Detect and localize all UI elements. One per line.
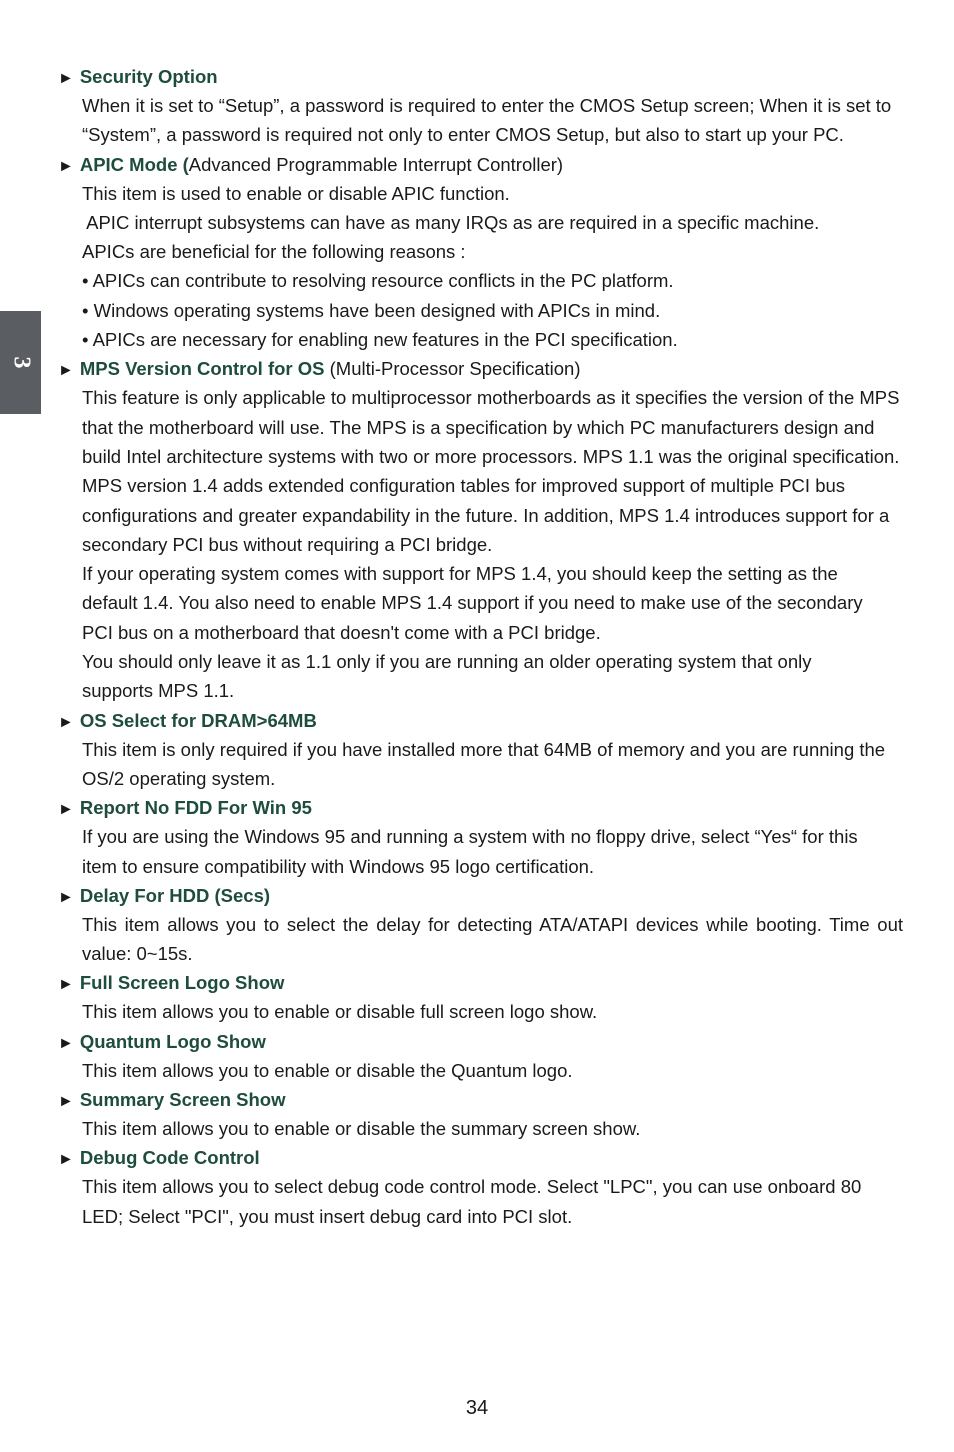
- section-heading: [58, 706, 903, 735]
- section-title: Debug Code Control: [79, 1147, 260, 1169]
- page-content: [58, 62, 903, 1231]
- section-heading: [58, 793, 903, 822]
- section-heading: [58, 1027, 903, 1056]
- bullet-arrow-icon: ►: [58, 157, 74, 175]
- section-security-option: [58, 62, 903, 150]
- bullet-arrow-icon: ►: [58, 801, 74, 819]
- bullet-arrow-icon: ►: [58, 976, 74, 994]
- section-body: [82, 910, 903, 969]
- bullet-arrow-icon: ►: [58, 362, 74, 380]
- section-delay-for-hdd: [58, 881, 903, 969]
- chapter-tab-number: 3: [8, 356, 34, 369]
- section-body: [82, 1172, 903, 1231]
- section-title: OS Select for DRAM>64MB: [79, 709, 317, 731]
- bullet-arrow-icon: ►: [58, 70, 74, 87]
- section-full-screen-logo: [58, 968, 903, 1026]
- section-mps-version: [58, 354, 903, 705]
- section-apic-mode: [58, 150, 903, 355]
- paragraph: When it is set to “Setup”, a password is required to enter the CMOS Setup screen; When it is set to “System”, a password is required not only to enter CMOS Setup, but also to start up your PC.: [82, 95, 892, 146]
- section-os-select-dram: [58, 706, 903, 794]
- bullet-arrow-icon: ►: [58, 1034, 74, 1052]
- bullet-item: • APICs can contribute to resolving resource conflicts in the PC platform.: [82, 270, 674, 292]
- section-body: [82, 997, 903, 1026]
- paragraph: This item allows you to enable or disable the Quantum logo.: [82, 1059, 573, 1081]
- page-number: 34: [465, 1397, 489, 1419]
- section-body: [82, 822, 903, 881]
- section-debug-code: [58, 1143, 903, 1231]
- section-title: Report No FDD For Win 95: [79, 797, 312, 819]
- paragraph: This item allows you to select debug code control mode. Select "LPC", you can use onboard 80 LED; Select "PCI", you must insert debug card into PCI slot.: [82, 1176, 862, 1227]
- paragraph: This item is only required if you have installed more that 64MB of memory and you are running the OS/2 operating system.: [82, 738, 886, 789]
- section-heading: [58, 1085, 903, 1114]
- section-body: [82, 735, 903, 794]
- section-body: [82, 1056, 903, 1085]
- paragraph: APIC interrupt subsystems can have as many IRQs as are required in a specific machine.: [82, 211, 820, 233]
- section-heading: [58, 1143, 903, 1172]
- bullet-item: • APICs are necessary for enabling new features in the PCI specification.: [82, 329, 678, 351]
- section-title: Security Option: [79, 66, 218, 87]
- bullet-arrow-icon: ►: [58, 713, 74, 731]
- paragraph: This item allows you to enable or disable the summary screen show.: [82, 1118, 641, 1140]
- section-heading: [58, 354, 903, 383]
- section-title: Full Screen Logo Show: [79, 972, 285, 994]
- paragraph: This item allows you to enable or disable full screen logo show.: [82, 1001, 598, 1023]
- section-heading: [58, 62, 903, 91]
- chapter-tab: [0, 311, 41, 414]
- paragraph: This item allows you to select the delay for detecting ATA/ATAPI devices while booting. Time out value: 0~15s.: [82, 913, 903, 965]
- bullet-item: • Windows operating systems have been designed with APICs in mind.: [82, 299, 661, 321]
- section-body: [82, 179, 903, 355]
- paragraph: If you are using the Windows 95 and running a system with no floppy drive, select “Yes“ for this item to ensure compatibility with Windows 95 logo certification.: [82, 826, 858, 877]
- section-body: [82, 91, 903, 150]
- section-body: [82, 383, 903, 705]
- paragraph: This item is used to enable or disable APIC function.: [82, 182, 510, 204]
- paragraph: If your operating system comes with support for MPS 1.4, you should keep the setting as the default 1.4. You also need to enable MPS 1.4 support if you need to make use of the secondary PCI bus on a motherboard that doesn't come with a PCI bridge.: [82, 563, 863, 643]
- section-title: MPS Version Control for OS: [79, 358, 325, 380]
- section-heading: [58, 968, 903, 997]
- paragraph: APICs are beneficial for the following reasons :: [82, 241, 466, 263]
- bullet-arrow-icon: ►: [58, 1093, 74, 1111]
- section-heading: [58, 881, 903, 910]
- section-title: Delay For HDD (Secs): [79, 884, 271, 906]
- section-heading: [58, 150, 903, 179]
- section-report-no-fdd: [58, 793, 903, 881]
- paragraph: This feature is only applicable to multiprocessor motherboards as it specifies the version of the MPS that the motherboard will use. The MPS is a specification by which PC manufacturers design and build Intel architecture systems with two or more processors. MPS 1.1 was the original specification. MPS version 1.4 adds extended configuration tables for improved support of multiple PCI bus configurations and greater expandability in the future. In addition, MPS 1.4 introduces support for a secondary PCI bus without requiring a PCI bridge.: [82, 387, 900, 555]
- paragraph: You should only leave it as 1.1 only if you are running an older operating system that only supports MPS 1.1.: [82, 651, 812, 702]
- section-title: Quantum Logo Show: [79, 1030, 266, 1052]
- section-subtitle: (Multi-Processor Specification): [324, 358, 581, 380]
- section-title: Summary Screen Show: [79, 1089, 286, 1111]
- bullet-arrow-icon: ►: [58, 1151, 74, 1169]
- section-title: APIC Mode (: [79, 153, 189, 175]
- section-body: [82, 1114, 903, 1143]
- section-summary-screen: [58, 1085, 903, 1143]
- section-quantum-logo: [58, 1027, 903, 1085]
- bullet-arrow-icon: ►: [58, 888, 74, 906]
- section-subtitle: Advanced Programmable Interrupt Controller): [188, 153, 564, 175]
